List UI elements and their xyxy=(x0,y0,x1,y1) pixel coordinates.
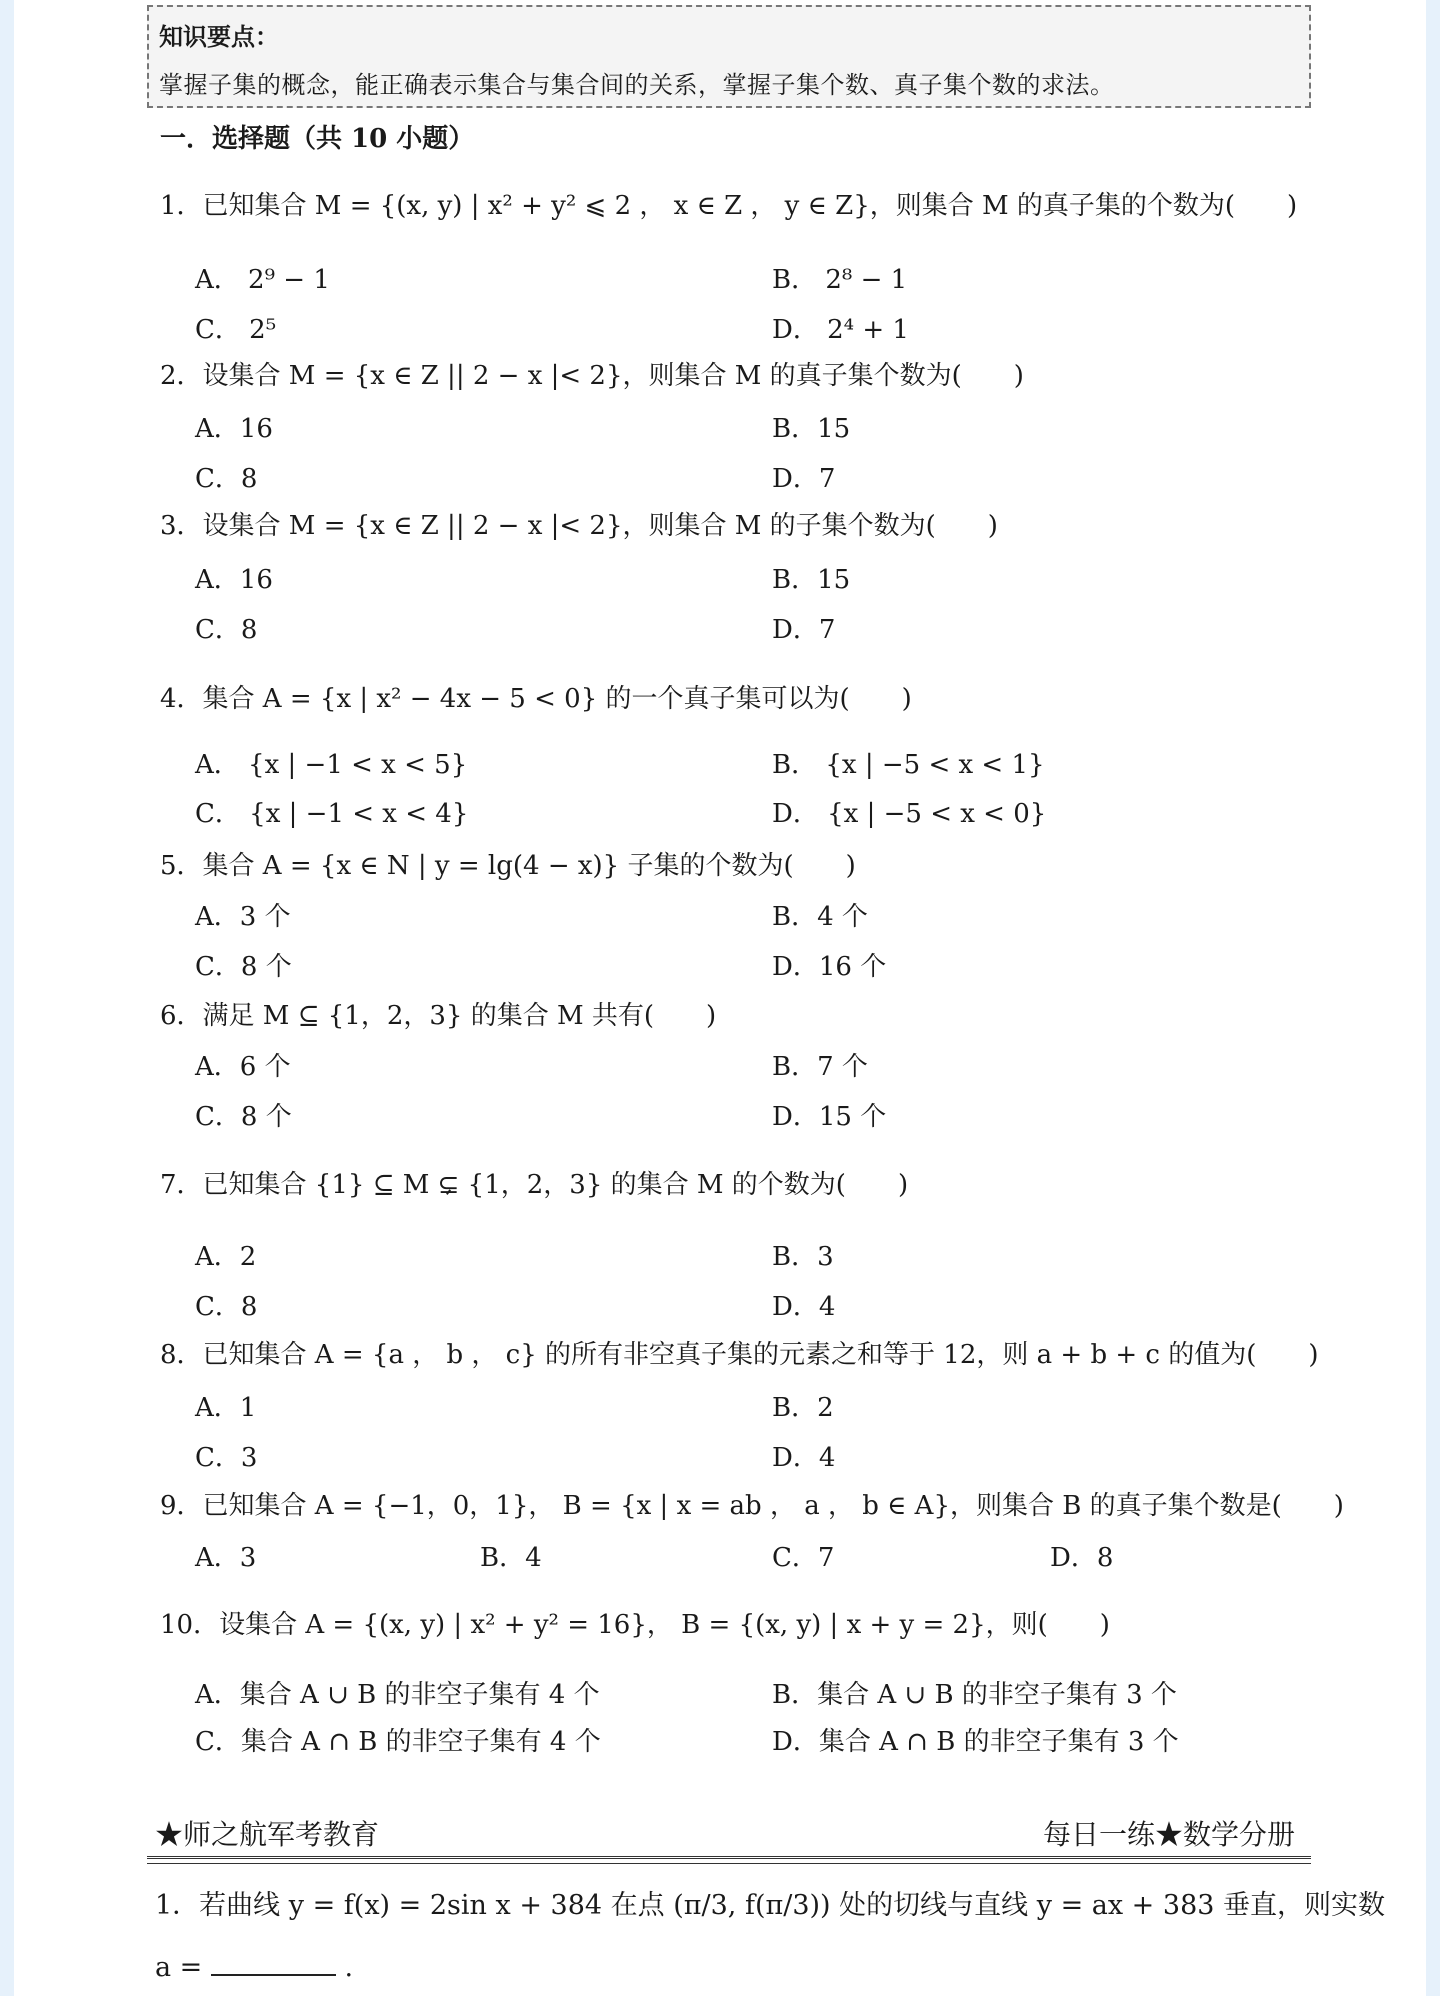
q8-option-d[interactable]: D．4 xyxy=(772,1443,836,1473)
q7-option-d[interactable]: D．4 xyxy=(772,1292,836,1322)
q10-option-c[interactable]: C．集合 A ∩ B 的非空子集有 4 个 xyxy=(195,1727,601,1757)
answer-suffix: . xyxy=(344,1952,354,1983)
q1-option-b[interactable]: B． 2⁸ − 1 xyxy=(772,265,908,295)
practice-question: 1．若曲线 y = f(x) = 2sin x + 384 在点 (π/3, f(π/3)) 处的切线与直线 y = ax + 383 垂直，则实数 xyxy=(155,1890,1386,1921)
q9-option-a[interactable]: A．3 xyxy=(195,1543,257,1573)
q8-option-c[interactable]: C．3 xyxy=(195,1443,258,1473)
section-title: 一．选择题（共 10 小题） xyxy=(160,124,475,154)
question-4: 4．集合 A = {x | x² − 4x − 5 < 0} 的一个真子集可以为( ) xyxy=(160,684,912,714)
answer-prefix: a = xyxy=(155,1952,203,1983)
q1-option-d[interactable]: D． 2⁴ + 1 xyxy=(772,315,909,345)
footer-divider xyxy=(147,1856,1311,1859)
answer-blank[interactable] xyxy=(211,1950,336,1976)
question-2: 2．设集合 M = {x ∈ Z || 2 − x |< 2}，则集合 M 的真子集个数为( ) xyxy=(160,361,1024,391)
question-6: 6．满足 M ⊆ {1，2，3} 的集合 M 共有( ) xyxy=(160,1001,717,1031)
question-8: 8．已知集合 A = {a ， b ， c} 的所有非空真子集的元素之和等于 12，则 a + b + c 的值为( ) xyxy=(160,1340,1319,1370)
footer-divider-thin xyxy=(147,1863,1311,1864)
q6-option-c[interactable]: C．8 个 xyxy=(195,1102,292,1132)
q1-option-a[interactable]: A． 2⁹ − 1 xyxy=(195,265,330,295)
knowledge-title: 知识要点： xyxy=(159,22,279,51)
q8-option-b[interactable]: B．2 xyxy=(772,1393,834,1423)
q4-option-b[interactable]: B． {x | −5 < x < 1} xyxy=(772,750,1045,780)
q6-option-d[interactable]: D．15 个 xyxy=(772,1102,887,1132)
q5-option-c[interactable]: C．8 个 xyxy=(195,952,292,982)
q3-option-c[interactable]: C．8 xyxy=(195,615,258,645)
q6-option-a[interactable]: A．6 个 xyxy=(195,1052,291,1082)
q8-option-a[interactable]: A．1 xyxy=(195,1393,257,1423)
q5-option-b[interactable]: B．4 个 xyxy=(772,902,868,932)
knowledge-text: 掌握子集的概念，能正确表示集合与集合间的关系，掌握子集个数、真子集个数的求法。 xyxy=(159,71,1115,99)
q7-option-c[interactable]: C．8 xyxy=(195,1292,258,1322)
question-1: 1．已知集合 M = {(x, y) | x² + y² ⩽ 2 ， x ∈ Z ， y ∈ Z}，则集合 M 的真子集的个数为( ) xyxy=(160,191,1298,221)
q10-option-a[interactable]: A．集合 A ∪ B 的非空子集有 4 个 xyxy=(195,1680,600,1710)
q4-option-d[interactable]: D． {x | −5 < x < 0} xyxy=(772,799,1047,829)
q3-option-a[interactable]: A．16 xyxy=(195,565,273,595)
question-3: 3．设集合 M = {x ∈ Z || 2 − x |< 2}，则集合 M 的子集个数为( ) xyxy=(160,511,998,541)
q3-option-d[interactable]: D．7 xyxy=(772,615,836,645)
knowledge-box xyxy=(147,5,1311,108)
question-7: 7．已知集合 {1} ⊆ M ⊊ {1，2，3} 的集合 M 的个数为( ) xyxy=(160,1170,909,1200)
q3-option-b[interactable]: B．15 xyxy=(772,565,851,595)
question-10: 10．设集合 A = {(x, y) | x² + y² = 16}， B = {(x, y) | x + y = 2}，则( ) xyxy=(160,1610,1110,1640)
practice-answer-line xyxy=(155,1950,353,1983)
q6-option-b[interactable]: B．7 个 xyxy=(772,1052,868,1082)
q10-option-d[interactable]: D．集合 A ∩ B 的非空子集有 3 个 xyxy=(772,1727,1179,1757)
q9-option-d[interactable]: D．8 xyxy=(1050,1543,1114,1573)
question-9: 9．已知集合 A = {−1，0，1}， B = {x | x = ab ， a ， b ∈ A}，则集合 B 的真子集个数是( ) xyxy=(160,1491,1344,1521)
q9-option-b[interactable]: B．4 xyxy=(480,1543,542,1573)
q2-option-c[interactable]: C．8 xyxy=(195,464,258,494)
question-5: 5．集合 A = {x ∈ N | y = lg(4 − x)} 子集的个数为( ) xyxy=(160,851,856,881)
footer-brand: ★师之航军考教育 xyxy=(155,1818,380,1851)
q2-option-b[interactable]: B．15 xyxy=(772,414,851,444)
q7-option-b[interactable]: B．3 xyxy=(772,1242,834,1272)
q1-option-c[interactable]: C． 2⁵ xyxy=(195,315,277,345)
q10-option-b[interactable]: B．集合 A ∪ B 的非空子集有 3 个 xyxy=(772,1680,1177,1710)
q2-option-a[interactable]: A．16 xyxy=(195,414,273,444)
q2-option-d[interactable]: D．7 xyxy=(772,464,836,494)
footer-series: 每日一练★数学分册 xyxy=(1043,1818,1296,1851)
q7-option-a[interactable]: A．2 xyxy=(195,1242,257,1272)
q9-option-c[interactable]: C．7 xyxy=(772,1543,835,1573)
q4-option-c[interactable]: C． {x | −1 < x < 4} xyxy=(195,799,469,829)
q4-option-a[interactable]: A． {x | −1 < x < 5} xyxy=(195,750,468,780)
q5-option-d[interactable]: D．16 个 xyxy=(772,952,887,982)
q5-option-a[interactable]: A．3 个 xyxy=(195,902,291,932)
